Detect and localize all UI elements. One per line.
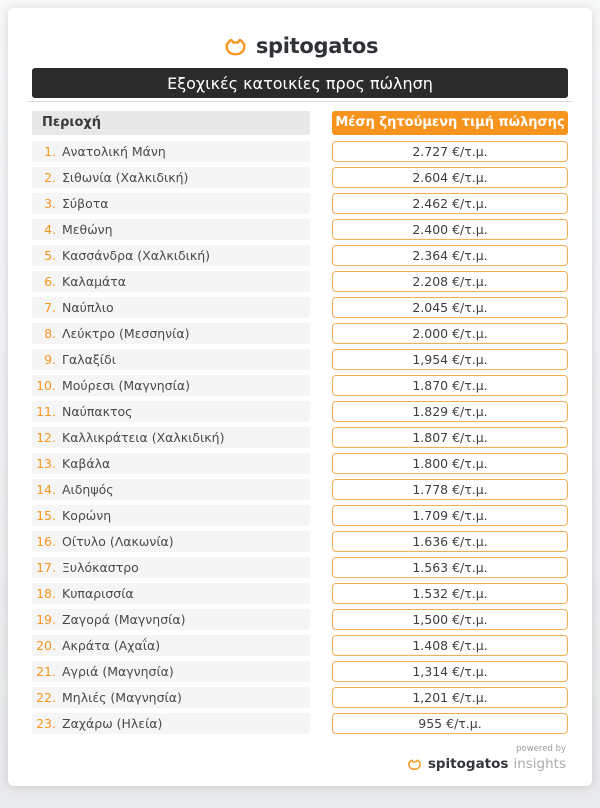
rank-label: 11. (36, 404, 56, 419)
table-row (32, 557, 568, 578)
price-value: 2.208 €/τ.μ. (332, 271, 568, 292)
region-cell (32, 245, 310, 266)
region-label: Σύβοτα (62, 196, 109, 211)
rank-label: 19. (36, 612, 56, 627)
table-row (32, 323, 568, 344)
region-cell (32, 401, 310, 422)
rank-label: 1. (44, 144, 56, 159)
rank-label: 17. (36, 560, 56, 575)
region-label: Ζαγορά (Μαγνησία) (62, 612, 186, 627)
region-label: Κασσάνδρα (Χαλκιδική) (62, 248, 211, 263)
table-row (32, 427, 568, 448)
price-value: 1.829 €/τ.μ. (332, 401, 568, 422)
rank-label: 12. (36, 430, 56, 445)
price-value: 1.807 €/τ.μ. (332, 427, 568, 448)
region-cell (32, 271, 310, 292)
price-value: 1.408 €/τ.μ. (332, 635, 568, 656)
table-row (32, 453, 568, 474)
price-value: 1.532 €/τ.μ. (332, 583, 568, 604)
brand-name: spitogatos (255, 34, 379, 58)
table-row (32, 479, 568, 500)
table-row (32, 505, 568, 526)
region-label: Καβάλα (62, 456, 111, 471)
footer-brand-suffix: insights (513, 756, 566, 772)
table-header-row (32, 111, 568, 135)
region-cell (32, 167, 310, 188)
table-row (32, 271, 568, 292)
banner-title: Εξοχικές κατοικίες προς πώληση (167, 73, 433, 93)
rank-label: 2. (44, 170, 56, 185)
rank-label: 21. (36, 664, 56, 679)
rank-label: 13. (36, 456, 56, 471)
rank-label: 8. (44, 326, 56, 341)
table-row (32, 713, 568, 734)
column-header-region: Περιοχή (32, 111, 310, 135)
region-label: Αγριά (Μαγνησία) (62, 664, 174, 679)
rank-label: 23. (36, 716, 56, 731)
powered-by-label: powered by (516, 744, 566, 754)
price-value: 1.870 €/τ.μ. (332, 375, 568, 396)
region-label: Ακράτα (Αχαΐα) (62, 638, 161, 653)
price-value: 2.000 €/τ.μ. (332, 323, 568, 344)
region-cell (32, 427, 310, 448)
region-label: Ζαχάρω (Ηλεία) (62, 716, 163, 731)
region-label: Καλαμάτα (62, 274, 127, 289)
price-value: 1,500 €/τ.μ. (332, 609, 568, 630)
rank-label: 4. (44, 222, 56, 237)
region-cell (32, 609, 310, 630)
region-cell (32, 453, 310, 474)
region-label: Καλλικράτεια (Χαλκιδική) (62, 430, 225, 445)
rank-label: 10. (36, 378, 56, 393)
table-row (32, 193, 568, 214)
rank-label: 5. (44, 248, 56, 263)
region-label: Κυπαρισσία (62, 586, 134, 601)
region-cell (32, 297, 310, 318)
region-label: Λεύκτρο (Μεσσηνία) (62, 326, 190, 341)
table-row (32, 349, 568, 370)
price-value: 2.364 €/τ.μ. (332, 245, 568, 266)
rank-label: 22. (36, 690, 56, 705)
infographic-card (8, 8, 592, 786)
region-cell (32, 661, 310, 682)
region-cell (32, 375, 310, 396)
region-cell (32, 557, 310, 578)
table-row (32, 219, 568, 240)
table-row (32, 531, 568, 552)
region-label: Σιθωνία (Χαλκιδική) (62, 170, 189, 185)
region-label: Ξυλόκαστρο (62, 560, 139, 575)
price-value: 955 €/τ.μ. (332, 713, 568, 734)
table-row (32, 661, 568, 682)
price-value: 1,201 €/τ.μ. (332, 687, 568, 708)
rank-label: 6. (44, 274, 56, 289)
table-row (32, 375, 568, 396)
region-cell (32, 323, 310, 344)
price-value: 1,954 €/τ.μ. (332, 349, 568, 370)
region-label: Ναύπλιο (62, 300, 114, 315)
divider (28, 101, 572, 102)
table-row (32, 401, 568, 422)
rank-label: 20. (36, 638, 56, 653)
region-cell (32, 349, 310, 370)
region-cell (32, 531, 310, 552)
region-cell (32, 635, 310, 656)
price-value: 2.727 €/τ.μ. (332, 141, 568, 162)
region-label: Γαλαξίδι (62, 352, 116, 367)
price-value: 1.709 €/τ.μ. (332, 505, 568, 526)
table-body (32, 141, 568, 734)
region-cell (32, 141, 310, 162)
region-cell (32, 583, 310, 604)
rank-label: 16. (36, 534, 56, 549)
price-value: 2.462 €/τ.μ. (332, 193, 568, 214)
rank-label: 18. (36, 586, 56, 601)
region-cell (32, 713, 310, 734)
region-cell (32, 219, 310, 240)
rank-label: 9. (44, 352, 56, 367)
title-banner (32, 68, 568, 98)
cat-icon (222, 35, 249, 57)
table-row (32, 167, 568, 188)
table-row (32, 245, 568, 266)
price-value: 1.778 €/τ.μ. (332, 479, 568, 500)
region-label: Ναύπακτος (62, 404, 133, 419)
table-row (32, 583, 568, 604)
price-value: 1,314 €/τ.μ. (332, 661, 568, 682)
region-cell (32, 193, 310, 214)
footer-brand (406, 756, 566, 772)
price-value: 1.636 €/τ.μ. (332, 531, 568, 552)
table-row (32, 635, 568, 656)
region-label: Αιδηψός (62, 482, 114, 497)
region-label: Μηλιές (Μαγνησία) (62, 690, 182, 705)
region-cell (32, 505, 310, 526)
rank-label: 14. (36, 482, 56, 497)
price-value: 2.604 €/τ.μ. (332, 167, 568, 188)
price-value: 2.045 €/τ.μ. (332, 297, 568, 318)
region-label: Μούρεσι (Μαγνησία) (62, 378, 190, 393)
footer-brand-name: spitogatos (427, 756, 509, 772)
region-label: Οίτυλο (Λακωνία) (62, 534, 174, 549)
price-value: 1.563 €/τ.μ. (332, 557, 568, 578)
region-label: Κορώνη (62, 508, 112, 523)
table-row (32, 297, 568, 318)
region-cell (32, 687, 310, 708)
region-label: Μεθώνη (62, 222, 113, 237)
rank-label: 3. (44, 196, 56, 211)
cat-icon (406, 757, 423, 771)
rank-label: 7. (44, 300, 56, 315)
region-label: Ανατολική Μάνη (62, 144, 166, 159)
price-value: 2.400 €/τ.μ. (332, 219, 568, 240)
region-cell (32, 479, 310, 500)
table-row (32, 141, 568, 162)
table-row (32, 687, 568, 708)
table-row (32, 609, 568, 630)
price-value: 1.800 €/τ.μ. (332, 453, 568, 474)
rank-label: 15. (36, 508, 56, 523)
brand-logo (32, 32, 568, 60)
column-header-price: Μέση ζητούμενη τιμή πώλησης (332, 111, 568, 135)
footer (32, 744, 568, 772)
